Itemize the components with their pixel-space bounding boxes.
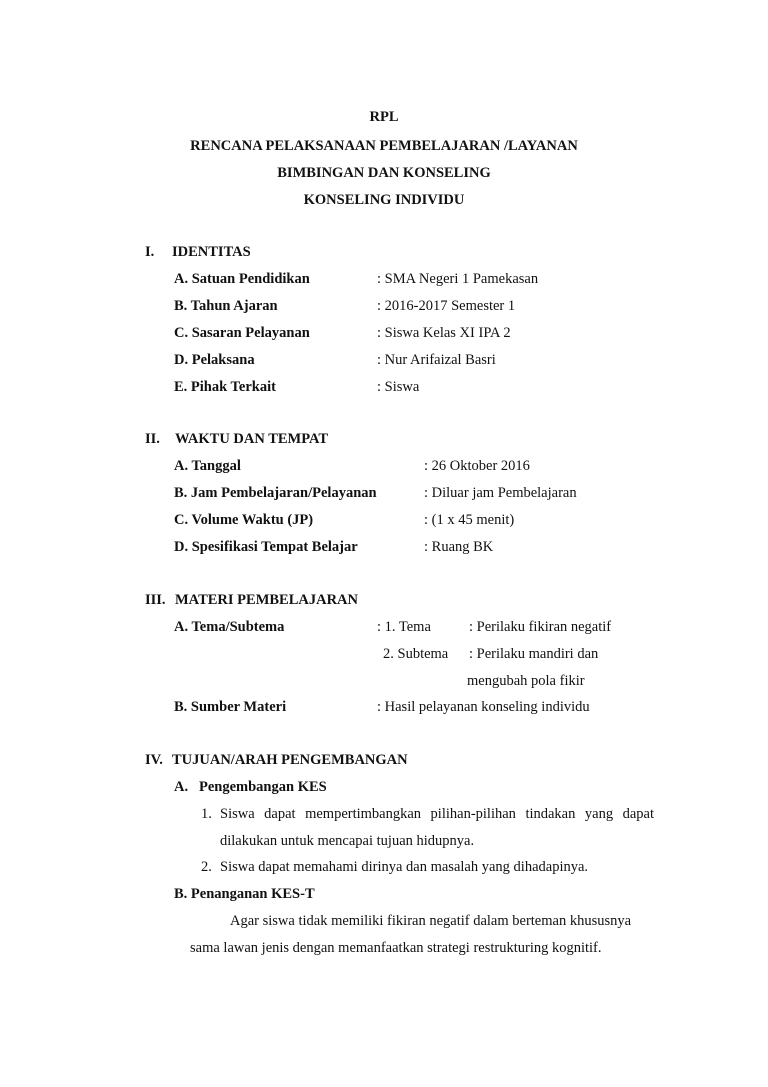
section-2-title: WAKTU DAN TEMPAT <box>175 431 329 447</box>
list-item-2-line-1: Siswa dapat memahami dirinya dan masalah yang dihadapinya. <box>220 859 589 875</box>
document-title-line-1: RENCANA PELAKSANAAN PEMBELAJARAN /LAYANAN <box>190 138 578 154</box>
section-2-number: II. <box>145 431 160 447</box>
identitas-value: : 2016-2017 Semester 1 <box>377 298 516 314</box>
paragraph-line-2: sama lawan jenis dengan memanfaatkan strategi restrukturing kognitif. <box>190 940 602 956</box>
identitas-value: : Siswa <box>377 379 420 395</box>
waktu-label: A. Tanggal <box>174 458 241 474</box>
tema-item-1: : 1. Tema <box>377 619 431 635</box>
tema-value-1: : Perilaku fikiran negatif <box>469 619 612 635</box>
subsection-b-title: B. Penanganan KES-T <box>174 886 315 902</box>
identitas-value: : SMA Negeri 1 Pamekasan <box>377 271 539 287</box>
section-1-number: I. <box>145 244 155 260</box>
list-item-2-number: 2. <box>201 859 212 875</box>
paragraph-line-1: Agar siswa tidak memiliki fikiran negatif dalam berteman khususnya <box>230 913 632 929</box>
list-item-1-line-2: dilakukan untuk mencapai tujuan hidupnya. <box>220 833 475 849</box>
waktu-label: B. Jam Pembelajaran/Pelayanan <box>174 485 377 501</box>
section-3-number: III. <box>145 592 166 608</box>
identitas-value: : Siswa Kelas XI IPA 2 <box>377 325 511 341</box>
waktu-value: : (1 x 45 menit) <box>424 512 515 528</box>
subtema-item-2: 2. Subtema <box>383 646 449 662</box>
waktu-value: : 26 Oktober 2016 <box>424 458 530 474</box>
identitas-label: A. Satuan Pendidikan <box>174 271 310 287</box>
sumber-materi-value: : Hasil pelayanan konseling individu <box>377 699 590 715</box>
identitas-label: D. Pelaksana <box>174 352 255 368</box>
document-title-line-2: BIMBINGAN DAN KONSELING <box>277 165 491 181</box>
section-3-title: MATERI PEMBELAJARAN <box>175 592 358 608</box>
tema-label: A. Tema/Subtema <box>174 619 285 635</box>
subtema-value-2: : Perilaku mandiri dan <box>469 646 599 662</box>
waktu-label: D. Spesifikasi Tempat Belajar <box>174 539 358 555</box>
identitas-label: B. Tahun Ajaran <box>174 298 278 314</box>
section-1-title: IDENTITAS <box>172 244 251 260</box>
sumber-materi-label: B. Sumber Materi <box>174 699 287 715</box>
document-code: RPL <box>369 109 399 125</box>
list-item-1-line-1: Siswa dapat mempertimbangkan pilihan-pilihan tindakan yang dapat <box>220 806 654 822</box>
identitas-label: C. Sasaran Pelayanan <box>174 325 310 341</box>
subtema-value-2-continued: mengubah pola fikir <box>467 673 585 689</box>
section-4-number: IV. <box>145 752 163 768</box>
subsection-a-label: A. <box>174 779 189 795</box>
document-title-line-3: KONSELING INDIVIDU <box>303 192 465 208</box>
identitas-label: E. Pihak Terkait <box>174 379 276 395</box>
list-item-1-number: 1. <box>201 806 212 822</box>
waktu-label: C. Volume Waktu (JP) <box>174 512 314 528</box>
waktu-value: : Ruang BK <box>424 539 494 555</box>
subsection-a-title: Pengembangan KES <box>199 779 327 795</box>
waktu-value: : Diluar jam Pembelajaran <box>424 485 577 501</box>
section-4-title: TUJUAN/ARAH PENGEMBANGAN <box>172 752 408 768</box>
identitas-value: : Nur Arifaizal Basri <box>377 352 496 368</box>
